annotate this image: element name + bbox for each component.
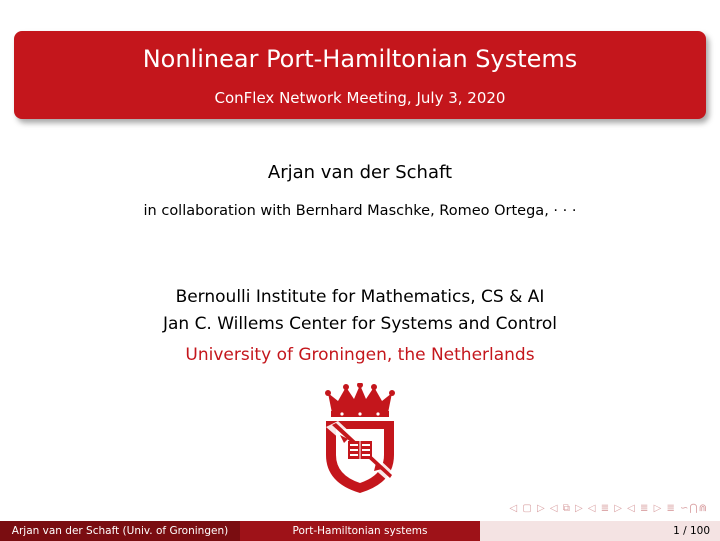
crown-icon — [325, 383, 395, 417]
beamer-navigation-symbols[interactable]: ◁ ▢ ▷ ◁ ⧉ ▷ ◁ ≣ ▷ ◁ ≣ ▷ ≣ ∽⋂⋒ — [509, 503, 708, 514]
collaboration-line: in collaboration with Bernhard Maschke, Romeo Ortega, · · · — [143, 203, 577, 219]
footer-author: Arjan van der Schaft (Univ. of Groningen) — [0, 521, 240, 541]
author-name: Arjan van der Schaft — [267, 162, 453, 183]
university-seal-logo — [318, 383, 402, 495]
institution-line-1: Bernoulli Institute for Mathematics, CS & AI — [175, 287, 545, 307]
page-number-text: 1 / 100 — [673, 525, 710, 537]
slide-subtitle: ConFlex Network Meeting, July 3, 2020 — [214, 89, 506, 107]
slide-title: Nonlinear Port-Hamiltonian Systems — [142, 45, 578, 73]
institution-line-2: Jan C. Willems Center for Systems and Control — [162, 314, 558, 334]
institution-line-3: University of Groningen, the Netherlands — [185, 345, 535, 365]
footer-title: Port-Hamiltonian systems — [240, 521, 480, 541]
shield-icon — [326, 421, 394, 493]
footer-page-number — [480, 521, 720, 541]
footer-bar — [0, 521, 720, 541]
title-block — [14, 31, 706, 119]
